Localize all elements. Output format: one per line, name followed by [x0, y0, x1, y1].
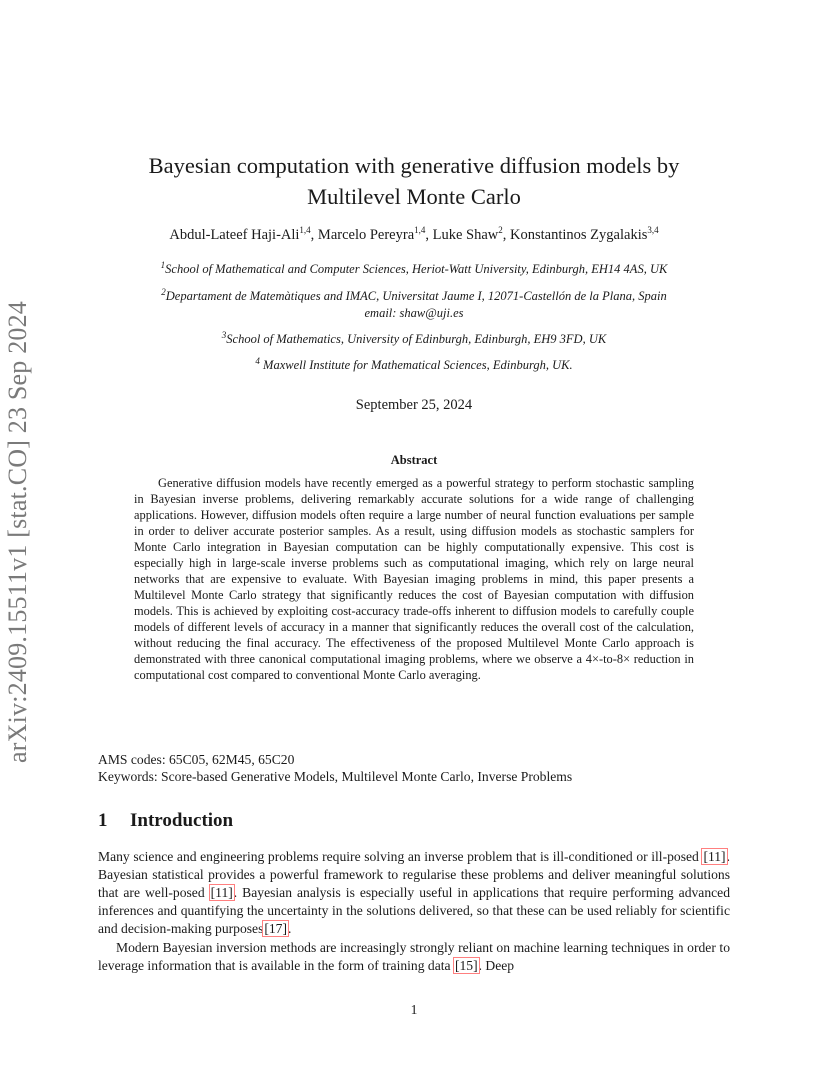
intro-paragraph-2: Modern Bayesian inversion methods are increasingly strongly reliant on machine learning techniques in order to leverage information that is available in the form of training data [15]. Deep: [98, 940, 730, 974]
section-number: 1: [98, 810, 108, 831]
author-name: Marcelo Pereyra: [317, 227, 415, 243]
abstract-heading: Abstract: [390, 453, 438, 467]
author-affil-mark: 1,4: [414, 225, 426, 236]
title-line-1: Bayesian computation with generative diffusion models by: [148, 153, 680, 178]
affiliation-mark: 1: [160, 259, 166, 270]
affiliation-mark: 3: [221, 329, 227, 340]
page-number: 1: [410, 1002, 418, 1017]
author-name: Abdul-Lateef Haji-Ali: [169, 227, 300, 243]
affiliation-mark: 4: [255, 355, 260, 366]
author-name: Konstantinos Zygalakis: [510, 227, 648, 243]
intro-paragraph-1: Many science and engineering problems require solving an inverse problem that is ill-conditioned or ill-posed [11]. Bayesian statistical provides a powerful framework to regularise these problems and deliver meaningful solutions that are well-posed [11]. Bayesian analysis is especially useful in applications that require performing advanced inferences and quantifying the uncertainty in the solutions delivered, so that these can be used reliably for scientific and decision-making purposes[17].: [98, 849, 730, 937]
author-affil-mark: 3,4: [647, 225, 659, 236]
keywords: Keywords: Score-based Generative Models, Multilevel Monte Carlo, Inverse Problems: [98, 769, 573, 784]
author-affil-mark: 2: [498, 225, 503, 236]
affiliation-3: $^3$School of Mathematics, University of Edinburgh, Edinburgh, EH9 3FD, UK: [221, 329, 607, 346]
ams-codes: AMS codes: 65C05, 62M45, 65C20: [98, 752, 295, 767]
citation-link[interactable]: [15]: [454, 958, 478, 974]
arxiv-id-text: arXiv:2409.15511v1 [stat.CO] 23 Sep 2024: [3, 301, 32, 763]
citation-link[interactable]: [11]: [210, 885, 233, 901]
paper-date: September 25, 2024: [355, 397, 473, 413]
section-heading-introduction: [98, 810, 233, 832]
author-name: Luke Shaw: [432, 227, 499, 243]
abstract-body: Generative diffusion models have recently emerged as a powerful strategy to perform stochastic sampling in Bayesian inverse problems, delivering remarkably accurate solutions for a wide range of challenging applications. However, diffusion models often require a large number of neural function evaluations per sample in order to deliver accurate posterior samples. As a result, using diffusion models as stochastic samplers for Monte Carlo integration in Bayesian computation can be highly computationally expensive. This cost is especially high in large-scale inverse problems such as computational imaging, which rely on large neural networks that are expensive to evaluate. With Bayesian imaging problems in mind, this paper presents a Multilevel Monte Carlo strategy that significantly reduces the cost of Bayesian computation with diffusion models. This is achieved by exploiting cost-accuracy trade-offs inherent to diffusion models to carefully couple models of different levels of accuracy in a manner that significantly reduces the overall cost of the calculation, without reducing the final accuracy. The effectiveness of the proposed Multilevel Monte Carlo approach is demonstrated with three canonical computational imaging problems, where we observe a 4×-to-8× reduction in computational cost compared to conventional Monte Carlo averaging.: [134, 476, 694, 682]
affiliation-2: $^2$Departament de Matemàtiques and IMAC, Universitat Jaume I, 12071-Castellón de la Plana, Spain: [161, 286, 667, 303]
author-list: Abdul-Lateef Haji-Ali$^{1,4}$, Marcelo Pereyra$^{1,4}$, Luke Shaw$^2$, Konstantinos Zygalakis$^{3,4}$: [169, 225, 659, 243]
author-affil-mark: 1,4: [299, 225, 311, 236]
affiliation-4: $^4$ Maxwell Institute for Mathematical Sciences, Edinburgh, UK.: [255, 355, 573, 372]
affiliation-1: $^1$School of Mathematical and Computer Sciences, Heriot-Watt University, Edinburgh, EH14 4AS, UK: [160, 259, 668, 276]
section-title: Introduction: [130, 810, 234, 831]
affiliation-mark: 2: [161, 286, 166, 297]
citation-link[interactable]: [11]: [703, 849, 726, 864]
citation-link[interactable]: [17]: [264, 921, 288, 937]
paper-title: [98, 150, 730, 212]
title-line-2: Multilevel Monte Carlo: [307, 184, 521, 209]
affiliation-email: email: shaw@uji.es: [364, 306, 464, 320]
